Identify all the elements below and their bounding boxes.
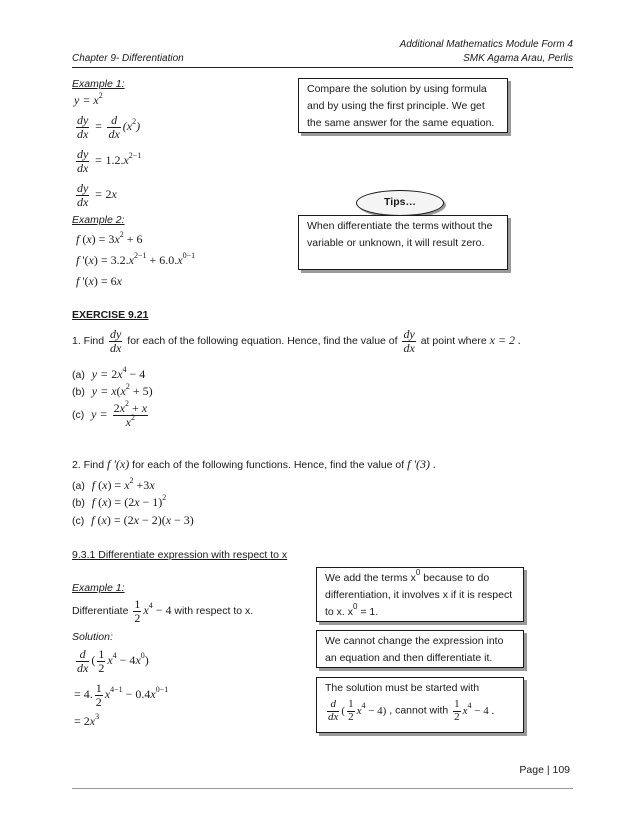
example1-line2: $\frac{dy}{dx}$ = $\frac{d}{dx}$ $(x^2)$ xyxy=(77,113,141,141)
cannot-change-text: We cannot change the expression into an equation and then differentiate it. xyxy=(325,635,504,664)
q1-item-a: (a) $y = 2x^4 - 4$ xyxy=(72,365,146,381)
example1-line3: $\frac{dy}{dx}$ = $1.2.x^{2-1}$ xyxy=(77,147,142,175)
compare-callout-text: Compare the solution by using formula and by using the first principle. We get the same answer for the same equation. xyxy=(307,83,495,129)
q1-item-b: (b) $y = x(x^2 + 5)$ xyxy=(72,382,153,398)
solution-line2: = 4. $\frac{1}{2}$ $x^{4-1} - 0.4x^{0-1}$ xyxy=(74,681,169,709)
solution-line3: = $2x^3$ xyxy=(74,712,100,728)
example2-label: Example 2: xyxy=(72,214,125,226)
zero-callout xyxy=(298,215,508,270)
exercise-q1: 1. Find $\frac{dy}{dx}$ for each of the following equation. Hence, find the value of $\frac{dy}{dx}$ at point where x = 2 . xyxy=(72,327,522,355)
x0-callout-text: We add the terms $x^0$ because to do differentiation, it involves x if it is respect to x. $x^0 = 1$. xyxy=(325,568,513,618)
q1-end: at point where xyxy=(420,335,487,347)
q2-fprime: f '(x) xyxy=(107,457,130,471)
example1-label: Example 1: xyxy=(72,78,125,90)
header-rule xyxy=(72,67,573,68)
must-start-text: The solution must be started with xyxy=(325,682,480,694)
tips-badge: Tips… xyxy=(356,190,444,216)
example1-line1: $y = x^2$ xyxy=(74,91,103,107)
q2-label-a: (a) xyxy=(72,480,85,492)
q1-label-a: (a) xyxy=(72,369,85,381)
solution-label: Solution: xyxy=(72,631,113,643)
chapter-title: Chapter 9- Differentiation xyxy=(72,53,184,64)
must-start-callout xyxy=(316,677,524,733)
solution-line1: $\frac{d}{dx}$ ( $\frac{1}{2}$ $x^4 - 4x^0$) xyxy=(77,647,149,675)
q2-f3: f '(3) . xyxy=(407,457,437,471)
module-title: Additional Mathematics Module Form 4 xyxy=(399,39,573,50)
zero-callout-text: When differentiate the terms without the variable or unknown, it will result zero. xyxy=(307,220,493,249)
q2-mid: for each of the following functions. Hence, find the value of xyxy=(132,459,405,471)
differentiate-line: Differentiate $\frac{1}{2}$ $x^4 - 4$ with respect to x. xyxy=(72,597,254,625)
q2-prefix: 2. Find xyxy=(72,459,105,471)
with-respect-text: with respect to x. xyxy=(174,604,254,617)
x0-callout xyxy=(316,567,524,622)
q1-label-c: (c) xyxy=(72,408,85,421)
q1-prefix: 1. Find xyxy=(72,335,105,347)
q2-item-b: (b) f $(x) = (2x - 1)^2$ xyxy=(72,493,167,509)
q2-label-c: (c) xyxy=(72,515,85,527)
q2-item-a: (a) f $(x) = x^2 +3x$ xyxy=(72,476,155,492)
school-name: SMK Agama Arau, Perlis xyxy=(463,53,573,64)
q1-point: x = 2 . xyxy=(489,333,522,347)
example2-line1: f $(x) = 3x^2 + 6$ xyxy=(76,230,143,246)
example1-line4: $\frac{dy}{dx}$ = 2x xyxy=(77,181,117,209)
exercise-q2 xyxy=(72,457,436,472)
q2-item-c: (c) f (x) = (2x − 2)(x − 3) xyxy=(72,513,194,527)
q1-mid: for each of the following equation. Hence, find the value of xyxy=(127,335,398,347)
q1-item-c: (c) y = $\frac{2x^2 + x}{x^2}$ xyxy=(72,399,148,429)
section-title: 9.3.1 Differentiate expression with respect to x xyxy=(72,549,288,561)
q2-label-b: (b) xyxy=(72,497,85,509)
example2-line3: f '(x) = 6x xyxy=(76,274,122,288)
must-start-expr: $\frac{d}{dx}$ ( $\frac{1}{2}$ $x^4 - 4$) , cannot with $\frac{1}{2}$ $x^4 - 4$ . xyxy=(328,698,495,723)
cannot-with-text: , cannot with xyxy=(389,704,449,717)
differentiate-word: Differentiate xyxy=(72,604,129,617)
footer-rule xyxy=(72,788,573,789)
example2-line2: f '$(x) = 3.2.x^{2-1} + 6.0.x^{0-1}$ xyxy=(76,251,196,267)
section-example-label: Example 1: xyxy=(72,582,125,594)
exercise-title: EXERCISE 9.21 xyxy=(72,309,149,321)
q1-label-b: (b) xyxy=(72,386,85,398)
page-number: Page | 109 xyxy=(519,764,570,776)
compare-callout xyxy=(298,78,508,133)
cannot-change-callout xyxy=(316,630,524,668)
